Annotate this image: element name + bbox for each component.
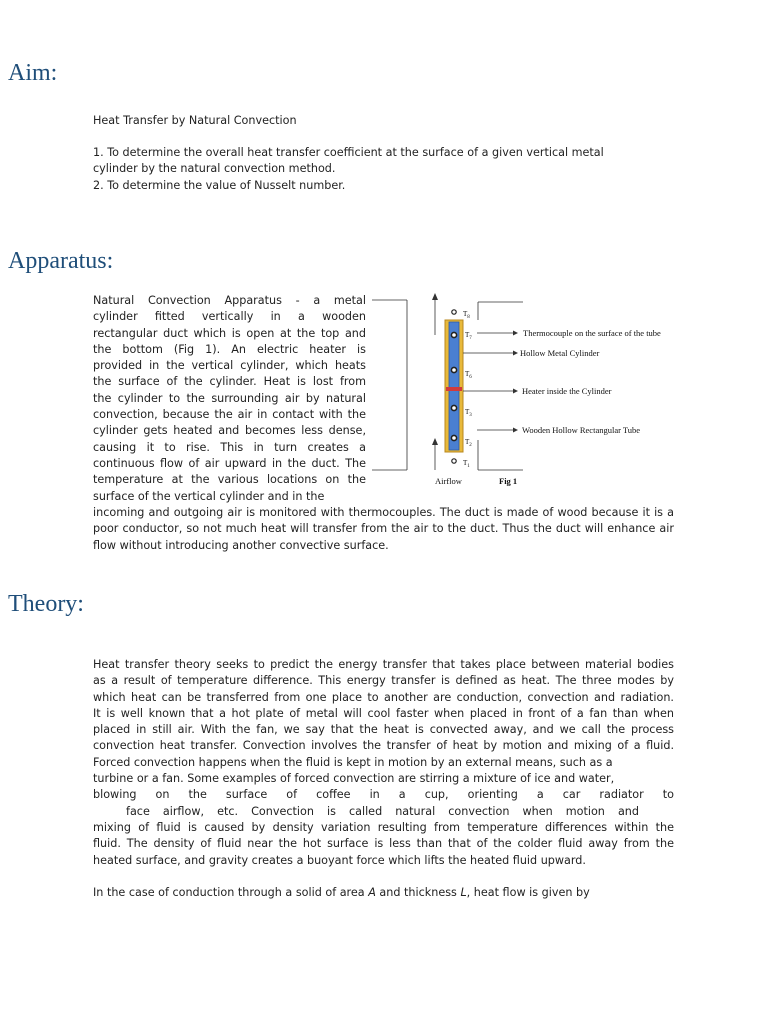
apparatus-line: Natural Convection Apparatus - a metal — [93, 294, 366, 307]
thermocouple-dot — [451, 367, 456, 372]
apparatus-heading: Apparatus: — [8, 248, 114, 274]
theory-paragraph-2: In the case of conduction through a solid of area A and thickness L, heat flow is given by — [93, 886, 590, 899]
theory-line: turbine or a fan. Some examples of forced convection are stirring a mixture of ice and water, — [93, 772, 615, 786]
theory-line: as a result of temperature difference. This energy transfer is defined as heat. The three modes by — [93, 674, 674, 688]
objective-line: cylinder by the natural convection method. — [93, 162, 336, 176]
label-thermocouple: Thermocouple on the surface of the tube — [523, 328, 661, 338]
apparatus-continuation: incoming and outgoing air is monitored with thermocouples. The duct is made of wood because it is a poor conductor, so not much heat will transfer from the air to the duct. Thus the duct will enhance air flow without introducing another convective surface. — [93, 506, 674, 552]
thermocouple-dot — [451, 332, 456, 337]
objective-line: 2. To determine the value of Nusselt number. — [93, 178, 346, 192]
thermocouple-label: $T_7$ — [465, 331, 472, 341]
theory-line: Forced convection happens when the fluid is kept in motion by an external means, such as a — [93, 755, 613, 769]
theory-line: placed in still air. With the fan, we say that the heat is convected away, and we call the process — [93, 723, 674, 737]
thermocouple-label: $T_6$ — [465, 370, 472, 380]
aim-heading: Aim: — [8, 60, 58, 86]
thermocouple-dot — [451, 405, 456, 410]
theory-line: face airflow, etc. Convection is called natural convection when motion and — [126, 804, 639, 818]
objective-line: 1. To determine the overall heat transfer coefficient at the surface of a given vertical metal — [93, 146, 604, 159]
theory-line: fluid. The density of fluid near the hot surface is less than that of the colder fluid away from the — [93, 837, 674, 851]
theory-line: blowing on the surface of coffee in a cup, orienting a car radiator to — [93, 788, 674, 802]
aim-objectives — [93, 145, 674, 194]
label-wooden-duct: Wooden Hollow Rectangular Tube — [522, 425, 641, 435]
theory-line: convection heat transfer. Convection involves the transfer of heat by motion and mixing of a fluid. — [93, 739, 674, 753]
label-heater: Heater inside the Cylinder — [522, 386, 612, 396]
theory-heading: Theory: — [8, 591, 84, 617]
apparatus-line: temperature at the various locations on the — [93, 473, 366, 487]
theory-line: which heat can be transferred from one place to another are conduction, convection and radiation. — [93, 690, 674, 704]
outlet-arrowhead — [432, 293, 438, 300]
theory-line: It is well known that a hot plate of metal will cool faster when placed in front of a fan than when — [93, 706, 674, 720]
apparatus-line: the surface of the cylinder. Heat is lost from — [93, 375, 366, 389]
apparatus-line: convection, because the air in contact with the — [93, 408, 366, 422]
thermocouple-dot — [452, 459, 456, 463]
heater — [446, 387, 462, 391]
apparatus-line: cylinder fitted vertically in a wooden — [93, 310, 366, 324]
thermocouple-dot — [452, 310, 456, 314]
aim-title: Heat Transfer by Natural Convection — [93, 114, 297, 127]
apparatus-line: the cylinder to the surrounding air by natural — [93, 391, 366, 405]
theory-line: Heat transfer theory seeks to predict the energy transfer that takes place between material bodies — [93, 658, 674, 671]
thermocouple-label: $T_3$ — [465, 408, 472, 418]
figure-1-diagram — [365, 290, 695, 495]
apparatus-wrapped-text — [93, 293, 366, 505]
apparatus-line: provided in the vertical cylinder, which heats — [93, 359, 366, 373]
callout-arrowhead — [513, 351, 518, 356]
theory-line: heated surface, and gravity creates a buoyant force which lifts the heated fluid upward. — [93, 853, 586, 867]
label-hollow-cylinder: Hollow Metal Cylinder — [520, 348, 600, 358]
apparatus-line: rectangular duct which is open at the top and — [93, 326, 366, 340]
thermocouple-dot — [451, 435, 456, 440]
metal-cylinder — [449, 322, 459, 450]
apparatus-line: cylinder gets heated and becomes less dense, — [93, 424, 366, 438]
apparatus-line: the bottom (Fig 1). An electric heater is — [93, 342, 366, 356]
thermocouple-label: $T_8$ — [463, 310, 470, 320]
apparatus-line: causing it to rise. This in turn creates a — [93, 440, 366, 454]
callout-arrowhead — [513, 428, 518, 433]
airflow-arrowhead — [432, 438, 438, 445]
theory-paragraph-1 — [93, 657, 674, 869]
thermocouple-label: $T_1$ — [463, 459, 470, 469]
theory-line: mixing of fluid is caused by density variation resulting from temperature differences within the — [93, 820, 674, 834]
figure-caption: Fig 1 — [499, 476, 518, 486]
label-airflow: Airflow — [435, 476, 462, 486]
thermocouple-label: $T_2$ — [465, 438, 472, 448]
apparatus-line: continuous flow of air upward in the duct. The — [93, 456, 366, 470]
callout-arrowhead — [513, 389, 518, 394]
callout-arrowhead — [513, 331, 518, 336]
apparatus-line: surface of the vertical cylinder and in the — [93, 489, 325, 503]
